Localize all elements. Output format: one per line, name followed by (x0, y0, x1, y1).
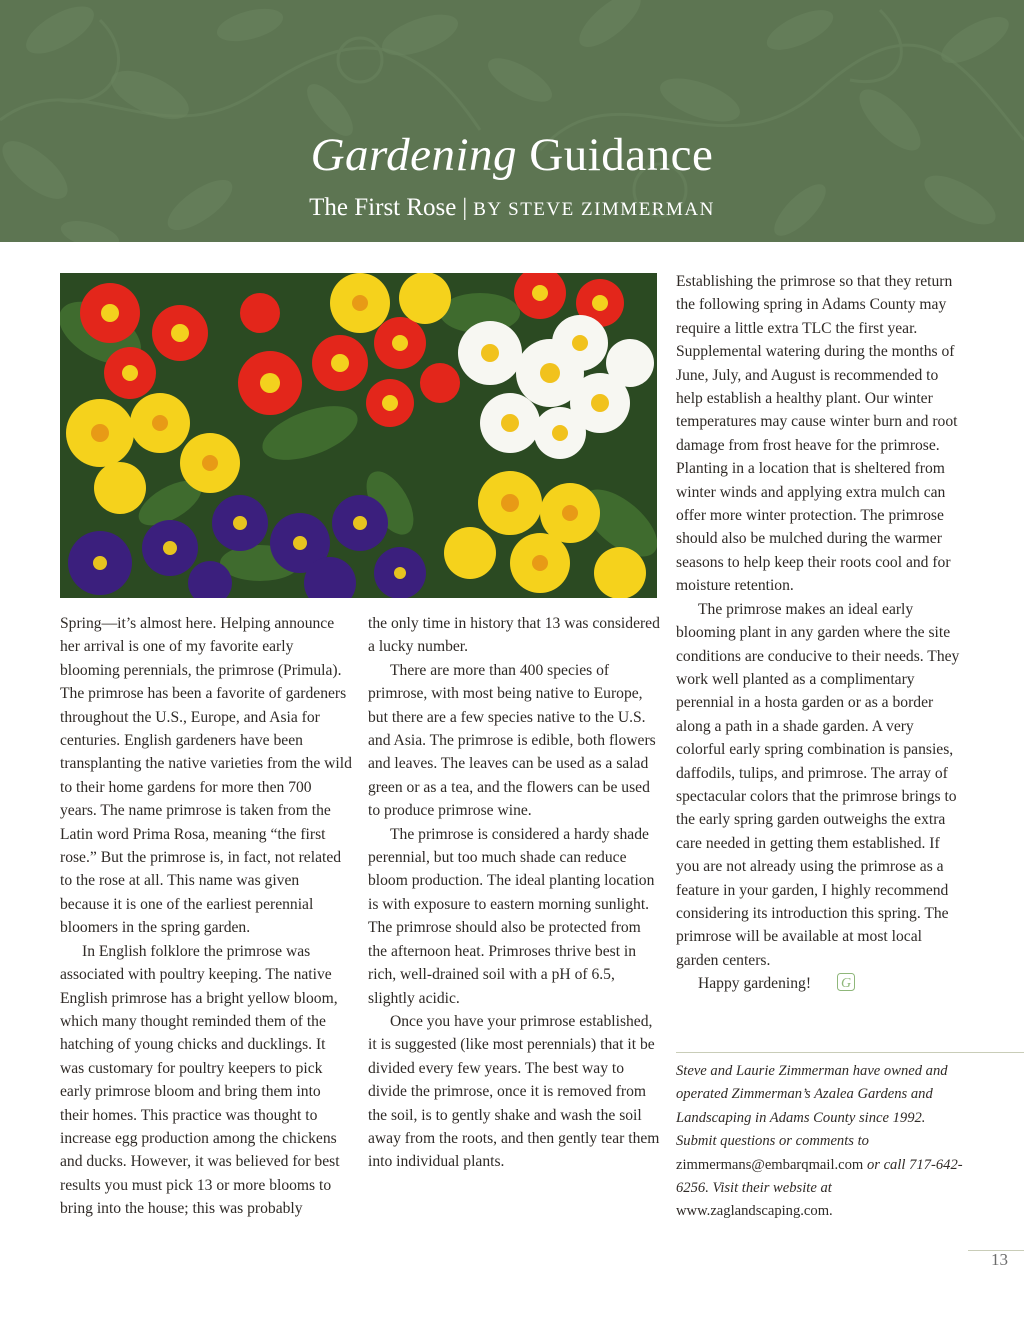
article-column-3 (676, 270, 966, 996)
title-italic: Gardening (310, 129, 518, 181)
article-column-1 (60, 612, 352, 1221)
title-rest: Guidance (529, 129, 714, 181)
bio-email[interactable]: zimmermans@embarqmail.com (676, 1156, 864, 1173)
subtitle-separator: | (462, 195, 468, 221)
bio-website[interactable]: www.zaglandscaping.com. (676, 1203, 833, 1220)
paragraph: Establishing the primrose so that they return the following spring in Adams County may require a little extra TLC the first year. Supplemental watering during the months of June, July, and August is recommended to help establish a healthy plant. Our winter temperatures may cause winter burn and root damage from frost heave for the primrose. Planting in a location that is sheltered from winter winds and applying extra mulch can offer more winter protection. The primrose should also be mulched during the warmer seasons to help keep their roots cool and for moisture retention. (676, 273, 958, 595)
paragraph: In English folklore the primrose was associated with poultry keeping. The native English primrose has a bright yellow bloom, which many thought reminded them of the hatching of young chicks and ducklings. It was customary for poultry keepers to pick early primrose bloom and bring them into their homes. This practice was thought to increase egg production among the chickens and ducks. However, it was believed for best results you must pick 13 or more blooms to bring into the house; this was probably (60, 942, 340, 1218)
byline: BY STEVE ZIMMERMAN (473, 199, 715, 220)
article-column-2 (368, 612, 660, 1174)
author-bio (676, 1060, 968, 1224)
page-number: 13 (991, 1250, 1008, 1269)
paragraph: Once you have your primrose established, it is suggested (like most perennials) that it be divided every few years. The best way to divide the primrose, once it is removed from the soil, is to gently shake and wash the soil away from the roots, and then gently tear them into individual plants. (368, 1012, 660, 1171)
subtitle-main: The First Rose (309, 194, 457, 221)
svg-text:G: G (840, 976, 852, 992)
bio-divider (676, 1052, 1024, 1053)
primrose-photo (60, 273, 657, 598)
paragraph: Spring—it’s almost here. Helping announce her arrival is one of my favorite early blooming perennials, the primrose (Primula). The primrose has been a favorite of gardeners throughout the U.S., Europe, and Asia for centuries. English gardeners have been transplanting the native varieties from the wild to their home gardens for more then 700 years. The name primrose is taken from the Latin word Prima Rosa, meaning “the first rose.” But the primrose is, in fact, not related to the rose at all. This name was given because it is one of the earliest perennial bloomers in the spring garden. (60, 615, 352, 937)
page-title (0, 128, 1024, 182)
end-mark-icon (815, 973, 852, 992)
primrose-illustration (60, 273, 657, 598)
closing-line (676, 972, 966, 995)
header-banner (0, 0, 1024, 242)
bio-text-2: or call 717-642-6256. Visit their website at (676, 1156, 963, 1197)
paragraph: There are more than 400 species of primrose, with most being native to Europe, but there are a few species native to the U.S. and Asia. The primrose is edible, both flowers and leaves. The leaves can be used as a salad green or as a tea, and the flowers can be used to produce primrose wine. (368, 661, 656, 820)
closing-text: Happy gardening! (698, 975, 812, 993)
paragraph: The primrose is considered a hardy shade perennial, but too much shade can reduce bloom production. The ideal planting location is with exposure to eastern morning sunlight. The primrose should also be protected from the afternoon heat. Primroses thrive best in rich, well-drained soil with a pH of 6.5, slightly acidic. (368, 825, 655, 1007)
paragraph: The primrose makes an ideal early blooming plant in any garden where the site conditions are conducive to their needs. They work well planted as a complimentary perennial in a hosta garden or as a border along a path in a shade garden. A very colorful early spring combination is pansies, daffodils, tulips, and primrose. The array of spectacular colors that the primrose brings to the early spring garden outweighs the extra care needed in getting them established. If you are not already using the primrose as a feature in your garden, I highly recommend considering its introduction this spring. The primrose will be available at most local garden centers. (676, 600, 960, 969)
bio-text: Steve and Laurie Zimmerman have owned and operated Zimmerman’s Azalea Gardens and Landscaping in Adams County since 1992. Submit questions or comments to (676, 1063, 948, 1150)
paragraph: the only time in history that 13 was considered a lucky number. (368, 615, 660, 656)
subtitle (0, 191, 1024, 227)
